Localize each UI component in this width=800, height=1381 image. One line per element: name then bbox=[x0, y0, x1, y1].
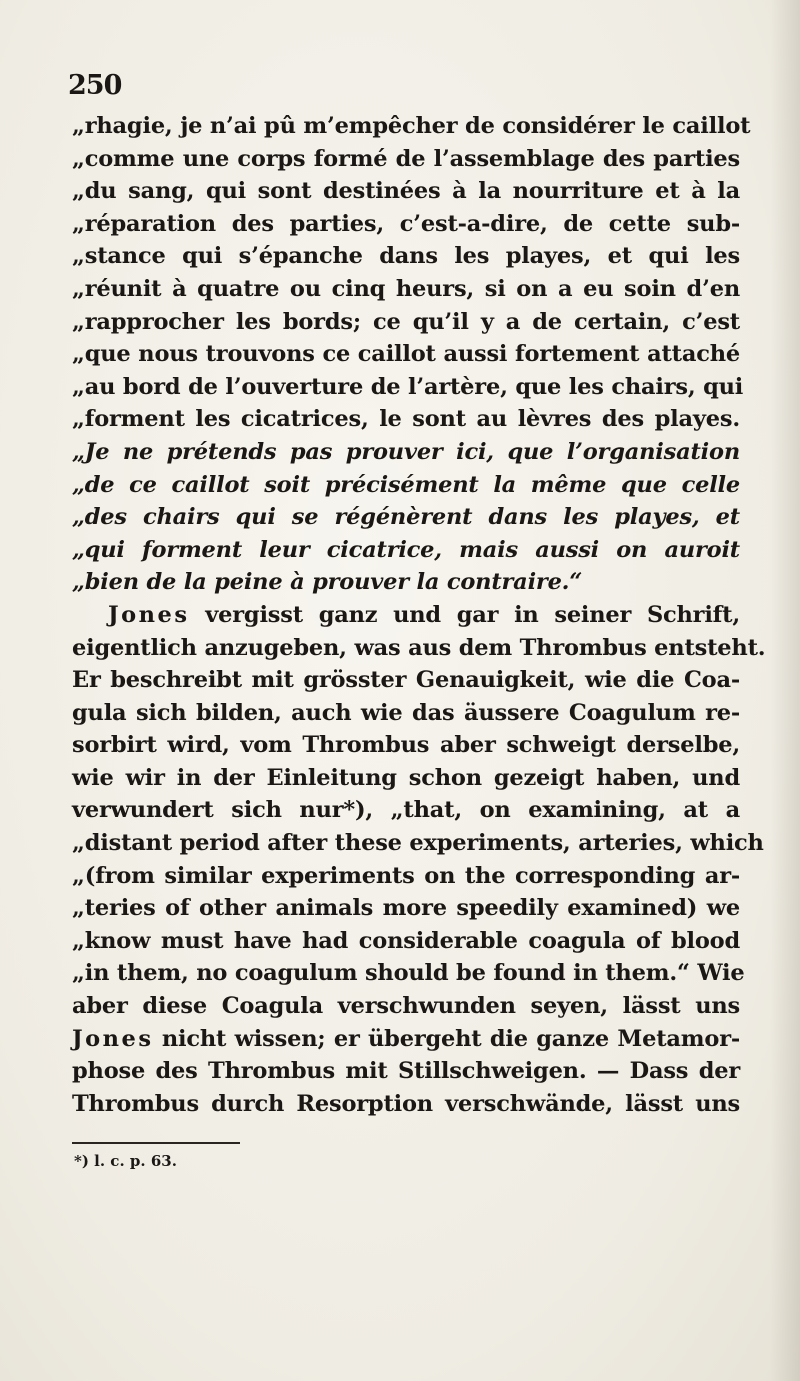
text-line: sorbirt wird, vom Thrombus aber schweigt derselbe, bbox=[72, 732, 740, 759]
text-line: Er beschreibt mit grösster Genauigkeit, wie die Coa- bbox=[72, 667, 740, 694]
text-line: „rhagie, je n’ai pû m’empêcher de considérer le caillot bbox=[72, 113, 751, 139]
text-line: wie wir in der Einleitung schon gezeigt haben, und bbox=[72, 764, 740, 791]
footnote-rule bbox=[72, 1142, 240, 1144]
text-line: „(from similar experiments on the corresponding ar- bbox=[72, 862, 740, 889]
text-line: „teries of other animals more speedily examined) we bbox=[72, 895, 740, 922]
text-line: „que nous trouvons ce caillot aussi fortement attaché bbox=[72, 341, 740, 368]
text-line: eigentlich anzugeben, was aus dem Thrombus entsteht. bbox=[72, 634, 766, 661]
text-line: „au bord de l’ouverture de l’artère, que les chairs, qui bbox=[72, 373, 744, 400]
text-line: Jones nicht wissen; er übergeht die ganze Metamor- bbox=[72, 1025, 740, 1052]
text-line: „stance qui s’épanche dans les playes, et qui les bbox=[72, 243, 740, 270]
text-line: gula sich bilden, auch wie das äussere Coagulum re- bbox=[72, 699, 740, 726]
text-line: „qui forment leur cicatrice, mais aussi on auroit bbox=[72, 536, 740, 563]
text-line: Jones vergisst ganz und gar in seiner Schrift, bbox=[108, 601, 740, 628]
text-line: verwundert sich nur*), „that, on examining, at a bbox=[72, 797, 740, 824]
text-line: phose des Thrombus mit Stillschweigen. — Dass der bbox=[72, 1058, 740, 1085]
text-line: „réunit à quatre ou cinq heurs, si on a eu soin d’en bbox=[72, 275, 740, 302]
text-line: „distant period after these experiments, arteries, which bbox=[72, 830, 764, 857]
text-line: Thrombus durch Resorption verschwände, lässt uns bbox=[72, 1090, 740, 1117]
text-line: „bien de la peine à prouver la contraire.“ bbox=[72, 569, 583, 596]
body-text bbox=[72, 110, 766, 1120]
text-line: „comme une corps formé de l’assemblage des parties bbox=[72, 145, 740, 172]
text-line: „de ce caillot soit précisément la même que celle bbox=[72, 471, 740, 498]
text-line: „know must have had considerable coagula of blood bbox=[72, 927, 740, 954]
page-number: 250 bbox=[68, 70, 122, 101]
page-edge-shadow bbox=[770, 0, 800, 1381]
text-line: „des chairs qui se régénèrent dans les playes, et bbox=[72, 504, 740, 531]
text-line: „réparation des parties, c’est-a-dire, de cette sub- bbox=[72, 210, 740, 237]
text-line: „in them, no coagulum should be found in them.“ Wie bbox=[72, 960, 745, 987]
text-line: „du sang, qui sont destinées à la nourriture et à la bbox=[72, 178, 740, 205]
text-line: „Je ne prétends pas prouver ici, que l’organisation bbox=[72, 438, 740, 465]
text-line: „rapprocher les bords; ce qu’il y a de certain, c’est bbox=[72, 308, 740, 335]
text-line: „forment les cicatrices, le sont au lèvres des playes. bbox=[72, 406, 740, 433]
footnote: *) l. c. p. 63. bbox=[74, 1152, 177, 1170]
text-line: aber diese Coagula verschwunden seyen, lässt uns bbox=[72, 993, 740, 1020]
